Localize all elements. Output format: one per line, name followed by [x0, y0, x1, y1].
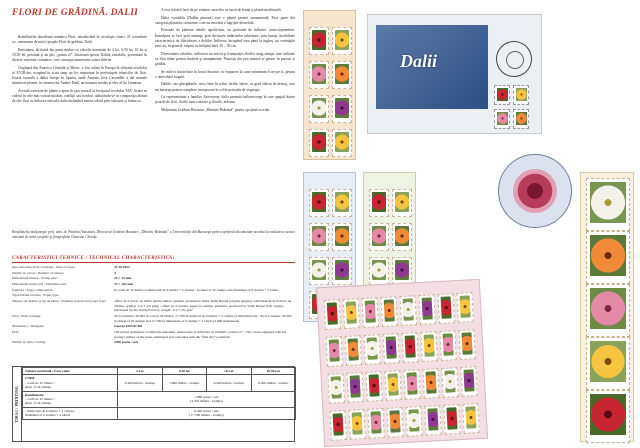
- spec-row: [12, 271, 295, 276]
- spec-label: Paginare / Page composition:: [12, 287, 53, 292]
- stamp: [332, 129, 352, 157]
- stamp: [367, 408, 385, 439]
- printing-side-label: TIRAJ / PRINTING: [13, 367, 22, 441]
- flower-image: [312, 30, 326, 50]
- row-label: Romfilatelia - coală de 32 timbre / sheet of 32 stamps: [23, 391, 118, 407]
- stamp: [422, 368, 440, 399]
- paragraph: Daliile, sau gherghinele, cresc bine în soluri fertile, lejere, cu grad ridicat de drenaj, care nu întrerup pentru complexe încorporate în sol în perioada de vegetaţie.: [155, 82, 295, 92]
- stamp: [437, 293, 455, 324]
- spec-row: [12, 340, 295, 345]
- spec-value: în coală de 32 timbre şi minicoală de 6 timbre + 2 viniete / in sheet of 32 stamps and minisheet of 6 stamps + 2 labels: [114, 287, 279, 292]
- flower-image: [422, 297, 433, 319]
- flower-image: [350, 375, 361, 397]
- stamp: [346, 372, 364, 403]
- spec-value: 21.10.2022: [114, 265, 130, 269]
- flower-image: [333, 413, 344, 435]
- spec-value: 74 × 162 mm: [114, 282, 134, 287]
- fdc-illustration: [376, 25, 488, 109]
- printing-grid: [22, 367, 296, 420]
- stamp: [392, 189, 412, 217]
- stamp: [382, 333, 400, 364]
- stamp: [309, 257, 329, 285]
- flower-image: [446, 407, 457, 429]
- stamp: [332, 223, 352, 251]
- flower-image: [367, 337, 378, 359]
- stamp: [345, 335, 363, 366]
- minisheet-image: [303, 10, 356, 160]
- spec-label: FDC:: [12, 329, 20, 334]
- stamp: [369, 223, 389, 251]
- flower-image: [329, 339, 340, 361]
- stamp: [586, 284, 630, 337]
- spec-label: Număr de valori / Number of values:: [12, 270, 64, 275]
- credits-note: Romfilatelia mulţumeşte prof. univ. dr. Paulina Anastasiu, Directorul Grădinii Botanice „Dimitrie Brândză” a Universităţii din Bucureşti pentru sprijinul documentar acordat la realizarea acestei emisiuni de mărci poştale şi fotografului Octavian Chendu.: [12, 230, 295, 239]
- flower-image: [369, 374, 380, 396]
- stamp-strip: [580, 172, 634, 442]
- stamp: [369, 189, 389, 217]
- round-stamp-image: [498, 154, 572, 228]
- stamp: [309, 27, 329, 55]
- flower-image: [348, 338, 359, 360]
- spec-value: offset, în 4 culori, pe hârtie pentru timbre, gumată, produsă de firma Tullis Russel (origine Anglia), achiziţionată de Fabrica de Timbre, gramaj: 112 ± 4% g/mp / offset, in 4 colours, paper for stamps, gummed, produced by Tullis Russel (UK origin), purchased by the Stamp Factory; weight: 112 ± 4% g/m²: [114, 299, 292, 313]
- flower-image: [407, 372, 418, 394]
- stamp: [362, 297, 380, 328]
- spec-row: [12, 265, 295, 270]
- spec-value: 4: [114, 270, 116, 275]
- stamp: [586, 231, 630, 284]
- stamp: [332, 27, 352, 55]
- spec-label: Machetator / Designer:: [12, 324, 45, 329]
- tech-specs: [12, 265, 295, 346]
- flower-image: [460, 295, 471, 317]
- flower-image: [590, 182, 626, 223]
- paragraph: Romfilatelia abordează tematica Flori, introducând în circulaţie vineri, 21 octombrie a.c. emisiunea de mărci poştale Flori de grădină. Dalii.: [12, 35, 147, 45]
- flower-image: [372, 260, 386, 280]
- table-cell: 1.088 seturi / sets (4.352 timbre / stamps): [118, 391, 296, 407]
- flower-image: [424, 334, 435, 356]
- stamp: [309, 223, 329, 251]
- spec-value: 30.112 timbre; 20.392 în coli de 32 timbre; 17.760 în minicoli de 6 timbre + 2 viniete (2.960 minicoli) / 30,112 stamps; 20,392 in sheets of 32 stamps and 17,760 in minisheets of 6 stamps + 2 labels (2,960 minisheets): [114, 314, 292, 323]
- flower-image: [463, 369, 474, 391]
- row-label: - minicoală de 6 timbre + 2 viniete / minisheet of 6 stamps + 2 labels: [23, 407, 118, 419]
- spec-row: [12, 324, 295, 329]
- spec-row: [12, 330, 295, 339]
- stamp: [401, 332, 419, 363]
- table-row: [23, 407, 296, 419]
- spec-row: [12, 314, 295, 323]
- stamp: [460, 366, 478, 397]
- stamp: [329, 410, 347, 441]
- full-sheet-image: [316, 279, 488, 447]
- stamp: [332, 257, 352, 285]
- spec-label: Număr de listă / Listing:: [12, 340, 47, 345]
- table-cell: 6.400 timbre / stamps: [251, 375, 296, 391]
- flower-image: [312, 64, 326, 84]
- stamp: [586, 178, 630, 231]
- stamp: [309, 129, 329, 157]
- stamp: [369, 257, 389, 285]
- paragraph: Se cultivă foarte bine în locuri însorite, cu expunere la soare minimum 6 ore pe zi, pentru o dezvoltare bogată.: [155, 69, 295, 79]
- table-header: 10 Lei: [207, 368, 252, 375]
- paragraph: A fost folosită încă de pe vremuri aztecilor ca sursă de hrană şi plantă medicinală.: [161, 8, 282, 12]
- flower-image: [395, 226, 409, 246]
- spec-value: 159 plicuri ştampilate cu timbrele emisiunii, numerotate şi obliterate cu ştampila „prima zi” / 159 covers equipped with the postage stamps of the issue, numbered and cancelled with the “first day” postmark: [114, 329, 287, 339]
- page-title: FLORI DE GRĂDINĂ. DALII: [12, 8, 139, 18]
- flower-image: [389, 410, 400, 432]
- flower-image: [335, 260, 349, 280]
- paragraph: Diversitatea culorilor, inflorirea succesivă şi frumuseţea florilor atrag atenţia, sunt utilizate ca flori tăiate pentru buchete şi aranjamente. Plantaţii din ţara noastră se găsesc în parcuri şi grădini.: [155, 51, 295, 66]
- stamp: [343, 298, 361, 329]
- stamp: [586, 390, 630, 443]
- flower-image: [327, 302, 338, 324]
- spec-row: [12, 288, 295, 293]
- flower-image: [335, 30, 349, 50]
- spec-label: Tehnica de tipărire şi tip de hârtie / Printing system and paper type:: [12, 299, 107, 304]
- printing-table: [12, 366, 295, 442]
- flower-image: [312, 226, 326, 246]
- flower-image: [465, 406, 476, 428]
- stamp: [365, 371, 383, 402]
- first-day-cover: [367, 14, 542, 134]
- table-header: 3 Lei: [118, 368, 163, 375]
- spec-label: Dimensiuni timbru / Stamp size:: [12, 276, 58, 281]
- stamp: [405, 406, 423, 437]
- flower-image: [405, 335, 416, 357]
- flower-image: [590, 341, 626, 382]
- flower-image: [312, 260, 326, 280]
- flower-image: [427, 408, 438, 430]
- stamp: [332, 189, 352, 217]
- stamp: [420, 331, 438, 362]
- table-header: 6,50 lei: [162, 368, 207, 375]
- stamp: [418, 294, 436, 325]
- stamp: [363, 334, 381, 365]
- fdc-title: Dalii: [400, 51, 438, 71]
- paragraph: Originară din America Centrală şi Mexic, a fost adusă în Europa la sfârşitul secolului al XVIII-lea, ocupând în scurt timp un loc important în preferinţele tehnicilor de flori. Istoria formală a daliei începe în Spania, unde Antonio Jose Cavanilles a dat numele dinstincte plantei, în onoarea lui Anders Dahl, un botanist suedez şi elev al lui Linnaeus.: [12, 65, 147, 86]
- stamp: [586, 337, 630, 390]
- flower-image: [331, 376, 342, 398]
- table-header: Valoare nominală / Face value: [23, 368, 118, 375]
- paragraph: Aceastǎ varietate de plante a ajuns în ţara noastrǎ la începutul secolului XIX. Astăzi se cultivă în cele mai variate moduri, condiţii sau borduri, alăturându-se cu compoziţia alături de alte flori cu înflorire estivală, dalia încântând mereu ochiul prin culoarea şi forma sa.: [12, 89, 147, 104]
- paragraph: Mulțumim Grădinii Botanice „Dimitrie Brândză” pentru sprijinul acordat.: [161, 107, 271, 112]
- table-cell: 1.600 timbre / stamps: [162, 375, 207, 391]
- spec-value: George URSACHI: [114, 324, 142, 329]
- flower-image: [346, 301, 357, 323]
- table-row: [23, 391, 296, 407]
- table-cell: 6.440 seturi / sets (17.760 timbre / stamps): [118, 407, 296, 419]
- flower-image: [441, 296, 452, 318]
- stamp: [439, 330, 457, 361]
- tech-title: CARACTERISTICI TEHNICE / TECHNICAL CHARACTERISTICS:: [12, 255, 295, 263]
- flower-image: [403, 298, 414, 320]
- flower-image: [365, 300, 376, 322]
- flower-image: [408, 409, 419, 431]
- spec-value: 2390 (serie / set): [114, 340, 139, 345]
- spec-label: Tipul hârtiei folosite / Paper type:: [12, 293, 60, 298]
- stamp: [424, 405, 442, 436]
- flower-image: [425, 371, 436, 393]
- flower-image: [443, 333, 454, 355]
- stamp: [441, 367, 459, 398]
- text-column-right: [155, 8, 295, 116]
- spec-value: [114, 293, 295, 298]
- row-label: CNPR - coală de 32 timbre / sheet of 32 stamps: [23, 375, 118, 391]
- stamp: [348, 409, 366, 440]
- spec-row: [12, 299, 295, 313]
- paragraph: Perioada de plantare ideală: aprilie-mai, iar perioada de înflorire: iunie-septembrie. Înmulţirea se face prin seminţe, prin divizarea rădăcinilor tuberizate, prin butaşi, modalitate caracteristică de hibridizare a daliilor. Înfloresc începând vara până la îngheţ, iar varietăţile mici au, în general, tulpini cu înălţimi între 30 – 50 cm.: [155, 28, 295, 48]
- spec-value: 24 × 33 mm: [114, 276, 132, 281]
- table-cell: 6.400 timbre / stamps: [118, 375, 163, 391]
- stamp: [384, 370, 402, 401]
- flower-image: [312, 132, 326, 152]
- text-column-left: [12, 35, 147, 107]
- flower-image: [395, 260, 409, 280]
- flower-image: [388, 373, 399, 395]
- stamp: [324, 299, 342, 330]
- paragraph: Emisiunea, alcătuită din patru timbre cu valorile nominale de 3 lei, 6,50 lei, 10 lei şi 10,50 lei, prezintă şi un plic „prima zi”, ilustrează specia Dahlia variabilis, prezentată în diverse varietate cromatice, care cunoaşte numeroase soiuri diferite.: [12, 47, 147, 63]
- spec-label: Data introducerii în circulaţie / Date of issue:: [12, 265, 76, 269]
- flower-image: [386, 336, 397, 358]
- stamp: [456, 292, 474, 323]
- spec-row: [12, 282, 295, 287]
- flower-image: [372, 226, 386, 246]
- spec-row: [12, 293, 295, 298]
- stamp: [392, 257, 412, 285]
- flower-image: [371, 411, 382, 433]
- table-row: [23, 375, 296, 391]
- flower-image: [335, 64, 349, 84]
- spec-label: Tiraj / Print printing:: [12, 314, 42, 318]
- paragraph: Ca reprezentante a familiei Asteraceae, dalia prezintă inflorescenţe în care spaţiul dintre şirurile de flori, florile sunt colorate şi florale, aidoma.: [155, 95, 295, 105]
- stamp: [309, 189, 329, 217]
- stamp: [392, 223, 412, 251]
- table-header: 10,50 Lei: [251, 368, 296, 375]
- stamp: [309, 95, 329, 123]
- flower-image: [312, 192, 326, 212]
- stamp: [399, 295, 417, 326]
- flower-image: [384, 299, 395, 321]
- flower-image: [590, 288, 626, 329]
- flower-image: [395, 192, 409, 212]
- flower-image: [335, 192, 349, 212]
- stamp: [332, 61, 352, 89]
- paragraph: Dalia variabilis (Dahlia pinnata) este o plantă perenă ornamentală. Face parte din categoria plantelor rezistente, care nu necesită o îngrijire deosebită.: [155, 15, 295, 25]
- postmark-icon: [496, 41, 532, 77]
- stamp: [462, 403, 480, 434]
- flower-image: [444, 370, 455, 392]
- stamp: [458, 329, 476, 360]
- stamp: [326, 336, 344, 367]
- flower-image: [335, 98, 349, 118]
- stamp: [403, 369, 421, 400]
- stamp: [332, 95, 352, 123]
- flower-image: [372, 192, 386, 212]
- flower-image: [352, 412, 363, 434]
- flower-image: [335, 132, 349, 152]
- flower-image: [335, 226, 349, 246]
- flower-image: [312, 98, 326, 118]
- stamp: [327, 373, 345, 404]
- flower-image: [590, 394, 626, 435]
- stamp: [309, 61, 329, 89]
- stamp: [443, 404, 461, 435]
- stamp: [386, 407, 404, 438]
- flower-image: [462, 332, 473, 354]
- spec-row: [12, 276, 295, 281]
- spec-label: Dimensiuni minicoală / Minisheet size:: [12, 282, 68, 287]
- table-cell: 6.400 timbre / stamps: [207, 375, 252, 391]
- flower-image: [590, 235, 626, 276]
- stamp: [381, 296, 399, 327]
